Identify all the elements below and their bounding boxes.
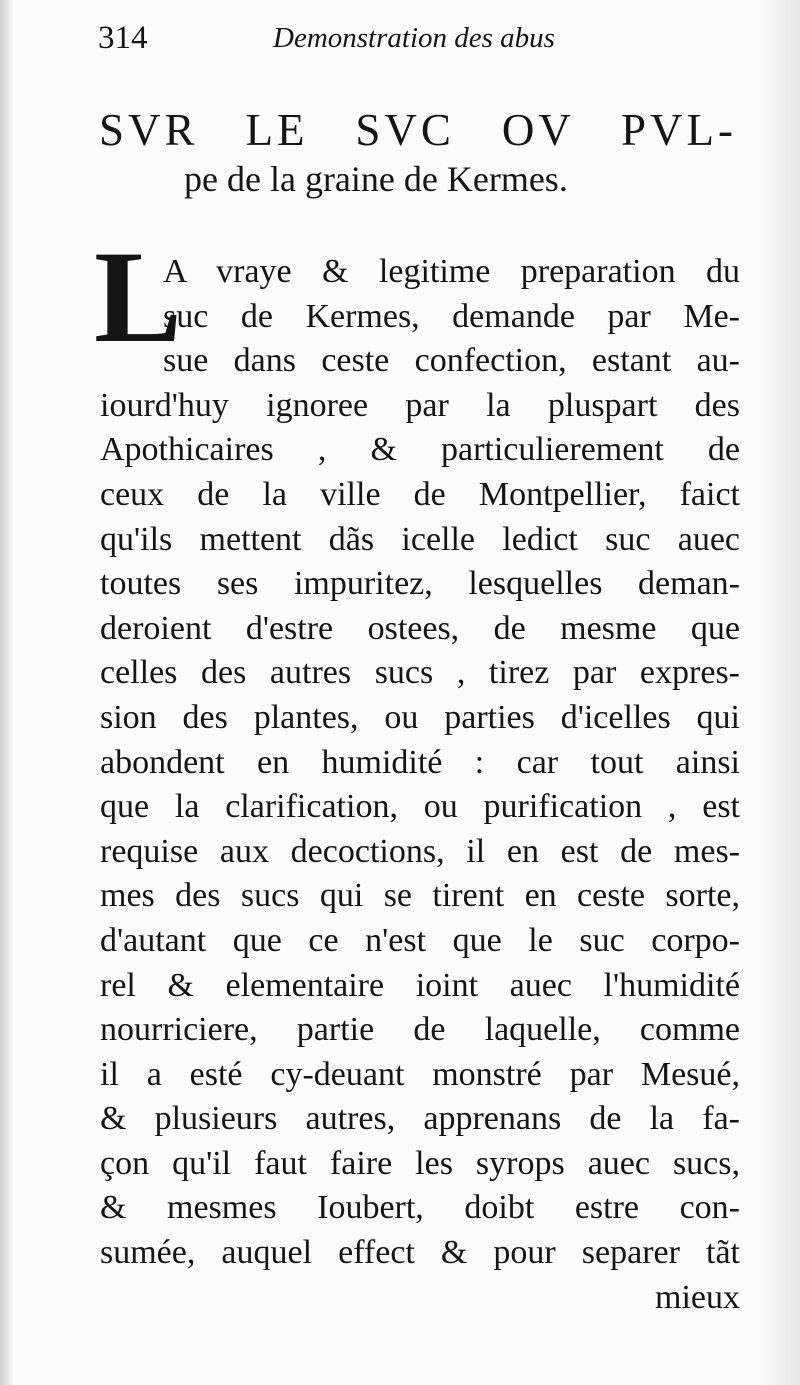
text-line: sumée, auquel effect & pour separer tãt [100,1234,740,1272]
text-line: qu'ils mettent dãs icelle ledict suc auec [100,520,740,558]
body-text [100,250,740,1320]
text-line: deroient d'estre ostees, de mesme que [100,609,740,647]
text-line: requise aux decoctions, il en est de mes- [100,832,740,870]
text-line: abondent en humidité : car tout ainsi [100,743,740,781]
text-line: que la clarification, ou purification , est [100,788,740,826]
text-line: il a esté cy-deuant monstré par Mesué, [100,1055,740,1093]
text-line: mes des sucs qui se tirent en ceste sorte, [100,877,740,915]
text-line: sion des plantes, ou parties d'icelles qui [100,698,740,736]
text-line: iourd'huy ignoree par la pluspart des [100,386,740,424]
text-line: ceux de la ville de Montpellier, faict [100,475,740,513]
catchword: mieux [655,1278,740,1316]
text-line: celles des autres sucs , tirez par expres- [100,654,740,692]
running-head: Demonstration des abus [273,22,555,54]
section-heading-line-1: SVR LE SVC OV PVL- [99,105,737,155]
text-line: & plusieurs autres, apprenans de la fa- [100,1100,740,1138]
drop-cap-initial: L [94,223,183,370]
page-number: 314 [98,20,148,56]
text-line: çon qu'il faut faire les syrops auec sucs, [100,1144,740,1182]
text-line: A vraye & legitime preparation du [163,253,740,290]
section-heading-line-2: pe de la graine de Kermes. [184,159,568,199]
text-line: d'autant que ce n'est que le suc corpo- [100,921,740,959]
text-line: nourriciere, partie de laquelle, comme [100,1011,740,1049]
page-header [98,18,618,58]
text-line: & mesmes Ioubert, doibt estre con- [100,1189,740,1227]
text-line: sue dans ceste confection, estant au- [163,342,740,380]
text-line: toutes ses impuritez, lesquelles deman- [100,565,740,603]
text-line: rel & elementaire ioint auec l'humidité [100,966,740,1004]
text-line: Apothicaires , & particulierement de [100,431,740,469]
text-line: suc de Kermes, demande par Me- [163,297,740,335]
